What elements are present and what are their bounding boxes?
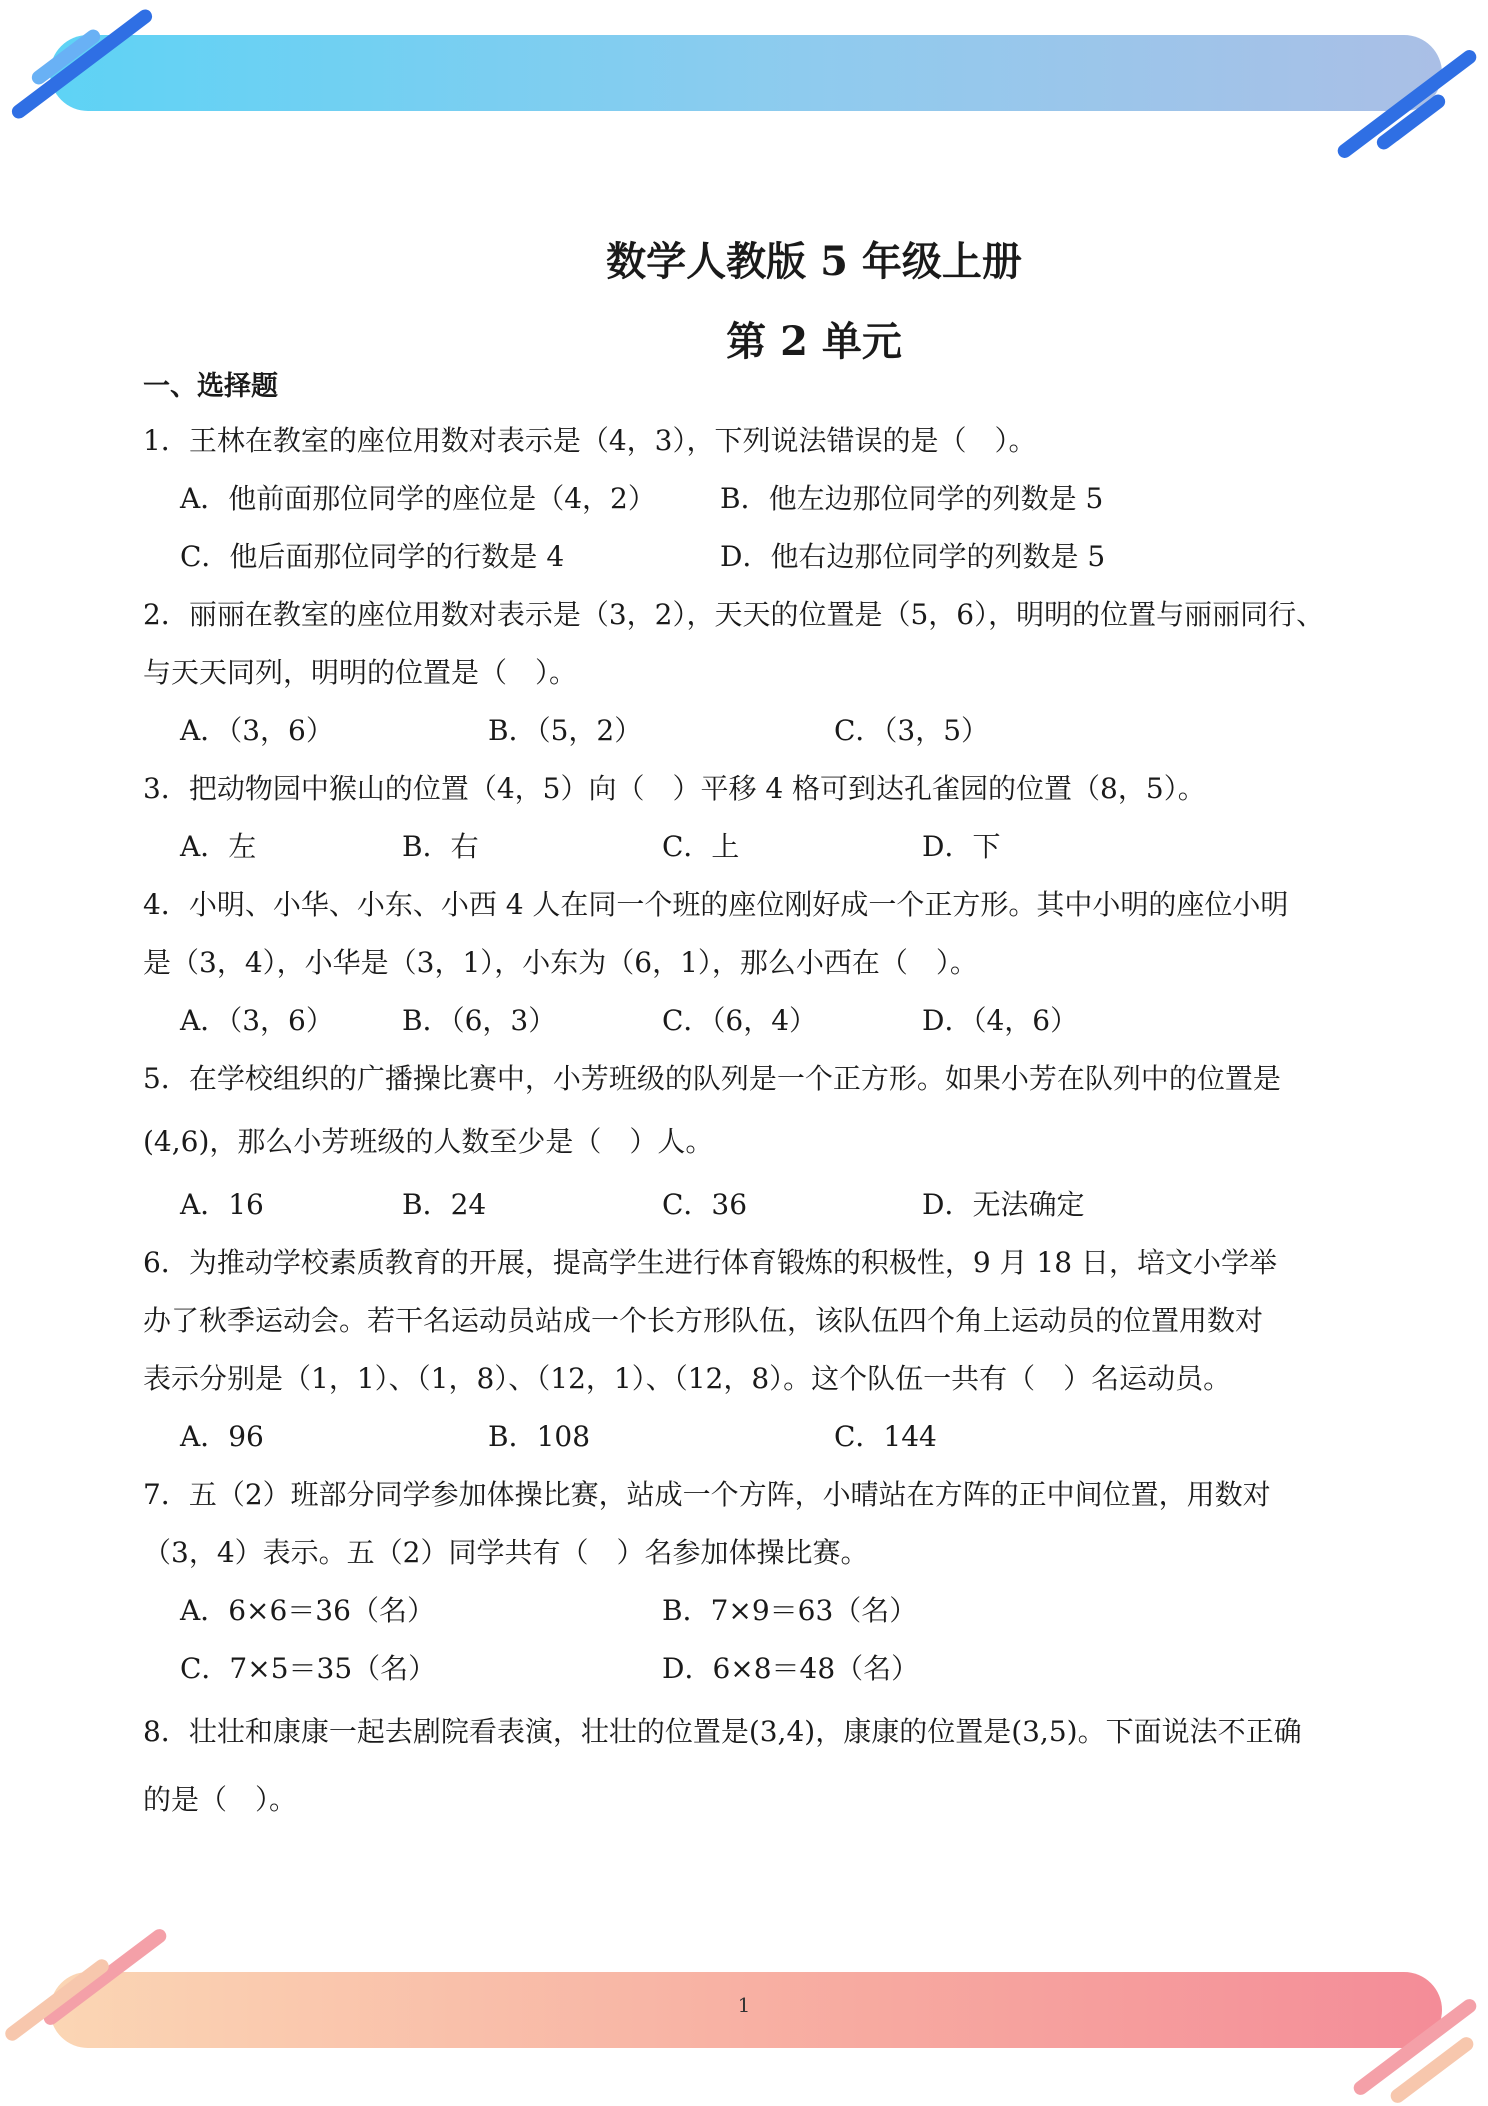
option: B．（5，2） xyxy=(488,714,643,747)
question-stem: 是（3，4），小华是（3，1），小东为（6，1），那么小西在（ ）。 xyxy=(143,946,978,979)
option: B．108 xyxy=(488,1420,591,1453)
option-row xyxy=(143,1176,1353,1234)
page-number: 1 xyxy=(737,1993,751,2017)
document-subtitle: 第 2 单元 xyxy=(726,318,902,365)
option: C．36 xyxy=(662,1188,748,1221)
question-stem: 3．把动物园中猴山的位置（4，5）向（ ）平移 4 格可到达孔雀园的位置（8，5）。 xyxy=(143,772,1206,805)
option-row xyxy=(143,992,1353,1050)
option: C．7×5＝35（名） xyxy=(180,1652,437,1685)
option: B．24 xyxy=(402,1188,487,1221)
question-stem: 2．丽丽在教室的座位用数对表示是（3，2），天天的位置是（5，6），明明的位置与丽丽同行、 xyxy=(143,598,1325,631)
option-row xyxy=(143,1408,1353,1466)
option: A．（3，6） xyxy=(180,1004,334,1037)
option: B．（6，3） xyxy=(402,1004,557,1037)
option: A．96 xyxy=(180,1420,264,1453)
question-stem: （3，4）表示。五（2）同学共有（ ）名参加体操比赛。 xyxy=(143,1536,869,1569)
option: C．他后面那位同学的行数是 4 xyxy=(180,540,565,573)
option-row xyxy=(143,1640,1353,1698)
question-stem: (4,6)，那么小芳班级的人数至少是（ ）人。 xyxy=(143,1125,714,1158)
option: D．（4，6） xyxy=(922,1004,1079,1037)
question-stem: 7．五（2）班部分同学参加体操比赛，站成一个方阵，小晴站在方阵的正中间位置，用数对 xyxy=(143,1478,1271,1511)
option: A．6×6＝36（名） xyxy=(180,1594,435,1627)
option: C．（6，4） xyxy=(662,1004,818,1037)
option: B．7×9＝63（名） xyxy=(662,1594,918,1627)
option-row xyxy=(143,702,1353,760)
question-stem: 4．小明、小华、小东、小西 4 人在同一个班的座位刚好成一个正方形。其中小明的座位小明 xyxy=(143,888,1289,921)
option: C．144 xyxy=(834,1420,937,1453)
question-stem: 与天天同列，明明的位置是（ ）。 xyxy=(143,656,578,689)
header-banner xyxy=(50,35,1442,111)
option-row xyxy=(143,470,1353,528)
option: C．（3，5） xyxy=(834,714,990,747)
question-stem: 8．壮壮和康康一起去剧院看表演，壮壮的位置是(3,4)，康康的位置是(3,5)。下面说法不正确 xyxy=(143,1715,1302,1748)
option: D．无法确定 xyxy=(922,1188,1085,1221)
option-row xyxy=(143,1582,1353,1640)
document-title: 数学人教版 5 年级上册 xyxy=(606,238,1022,285)
question-list xyxy=(143,362,1353,1834)
option: A．他前面那位同学的座位是（4，2） xyxy=(180,482,656,515)
option: A．（3，6） xyxy=(180,714,334,747)
option: D．下 xyxy=(922,830,1001,863)
option: B．右 xyxy=(402,830,479,863)
question-stem: 表示分别是（1，1）、（1，8）、（12，1）、（12，8）。这个队伍一共有（ ）名运动员。 xyxy=(143,1362,1232,1395)
document-title-block xyxy=(0,222,1488,382)
option: D．他右边那位同学的列数是 5 xyxy=(720,540,1106,573)
question-stem: 6．为推动学校素质教育的开展，提高学生进行体育锻炼的积极性，9 月 18 日，培文小学举 xyxy=(143,1246,1277,1279)
option: D．6×8＝48（名） xyxy=(662,1652,920,1685)
option: A．16 xyxy=(180,1188,264,1221)
option-row xyxy=(143,528,1353,586)
question-stem: 办了秋季运动会。若干名运动员站成一个长方形队伍，该队伍四个角上运动员的位置用数对 xyxy=(143,1304,1264,1337)
option: C．上 xyxy=(662,830,740,863)
section-title: 一、选择题 xyxy=(143,371,278,402)
option: B．他左边那位同学的列数是 5 xyxy=(720,482,1104,515)
option-row xyxy=(143,818,1353,876)
option: A．左 xyxy=(180,830,257,863)
question-stem: 1．王林在教室的座位用数对表示是（4，3），下列说法错误的是（ ）。 xyxy=(143,424,1037,457)
question-stem: 的是（ ）。 xyxy=(143,1783,298,1816)
question-stem: 5．在学校组织的广播操比赛中，小芳班级的队列是一个正方形。如果小芳在队列中的位置是 xyxy=(143,1062,1281,1095)
